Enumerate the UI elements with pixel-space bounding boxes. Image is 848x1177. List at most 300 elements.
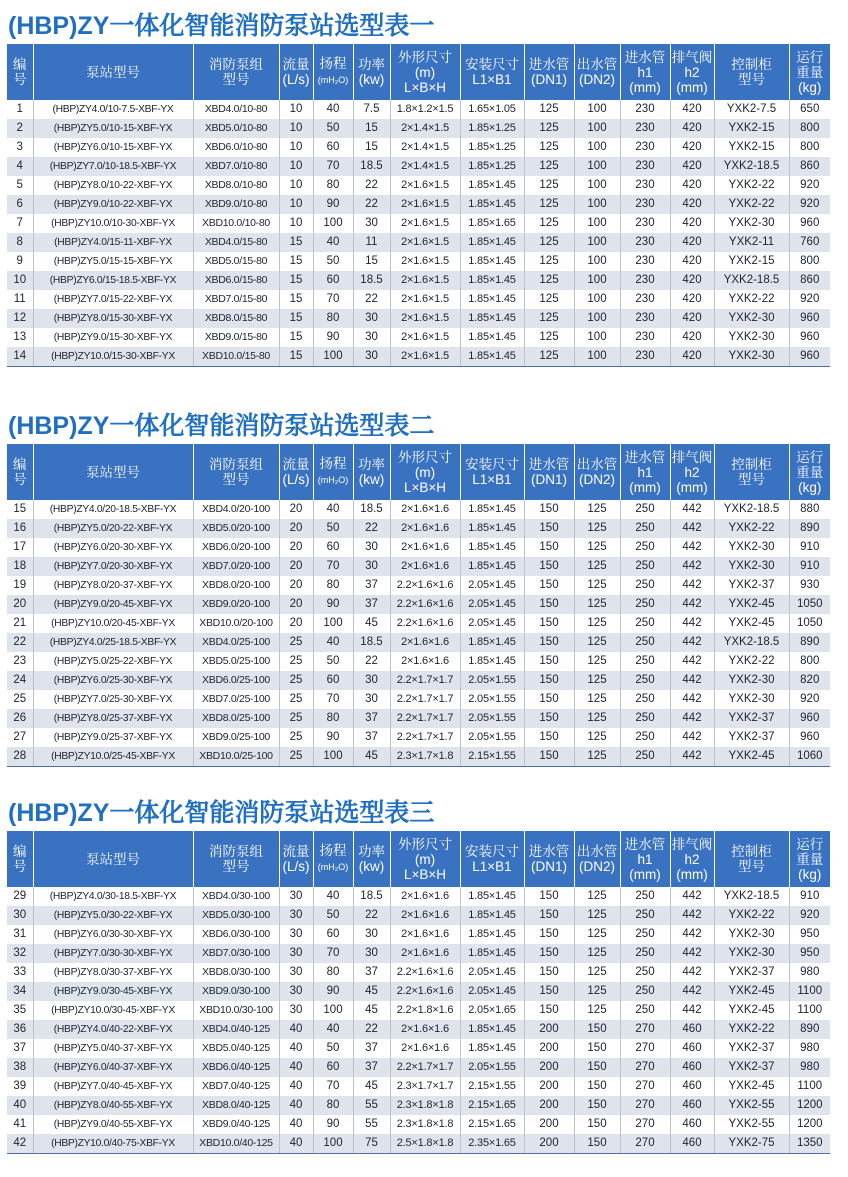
cell-install-size: 2.05×1.45 (460, 982, 524, 1001)
cell-h2: 420 (670, 138, 714, 157)
cell-outlet: 125 (574, 747, 620, 767)
table-row (7, 709, 830, 728)
cell-flow: 20 (279, 519, 313, 538)
cell-flow: 15 (279, 328, 313, 347)
cell-h2: 420 (670, 328, 714, 347)
cell-weight: 960 (789, 709, 830, 728)
cell-flow: 40 (279, 1077, 313, 1096)
cell-num: 7 (7, 214, 33, 233)
cell-model: (HBP)ZY8.0/10-22-XBF-YX (33, 176, 193, 195)
cell-h1: 230 (620, 328, 670, 347)
cell-inlet: 125 (524, 138, 574, 157)
cell-inlet: 125 (524, 347, 574, 367)
cell-pump: XBD10.0/40-125 (193, 1134, 279, 1154)
table-row (7, 538, 830, 557)
cell-control-cabinet: YXK2-22 (714, 652, 789, 671)
cell-dimensions: 2×1.6×1.5 (390, 347, 460, 367)
cell-h2: 442 (670, 1001, 714, 1020)
cell-control-cabinet: YXK2-22 (714, 519, 789, 538)
cell-install-size: 1.85×1.45 (460, 233, 524, 252)
cell-control-cabinet: YXK2-15 (714, 138, 789, 157)
cell-h2: 420 (670, 252, 714, 271)
table-row (7, 309, 830, 328)
cell-model: (HBP)ZY10.0/20-45-XBF-YX (33, 614, 193, 633)
cell-h1: 250 (620, 557, 670, 576)
table-header-row (7, 444, 830, 500)
cell-model: (HBP)ZY6.0/40-37-XBF-YX (33, 1058, 193, 1077)
cell-num: 25 (7, 690, 33, 709)
cell-pump: XBD10.0/25-100 (193, 747, 279, 767)
cell-num: 20 (7, 595, 33, 614)
cell-weight: 820 (789, 671, 830, 690)
cell-head: 80 (313, 709, 353, 728)
table-row (7, 652, 830, 671)
cell-head: 50 (313, 652, 353, 671)
cell-inlet: 150 (524, 925, 574, 944)
cell-model: (HBP)ZY10.0/10-30-XBF-YX (33, 214, 193, 233)
cell-install-size: 1.85×1.25 (460, 157, 524, 176)
cell-inlet: 150 (524, 652, 574, 671)
cell-model: (HBP)ZY6.0/25-30-XBF-YX (33, 671, 193, 690)
table-row (7, 963, 830, 982)
cell-weight: 800 (789, 652, 830, 671)
cell-inlet: 150 (524, 671, 574, 690)
table-row (7, 519, 830, 538)
cell-dimensions: 2.2×1.6×1.6 (390, 595, 460, 614)
cell-model: (HBP)ZY8.0/20-37-XBF-YX (33, 576, 193, 595)
col-header-weight: 运行 重量 (kg) (789, 444, 830, 500)
cell-num: 14 (7, 347, 33, 367)
table-header-row (7, 44, 830, 100)
cell-install-size: 2.15×1.65 (460, 1115, 524, 1134)
table-row (7, 252, 830, 271)
cell-weight: 920 (789, 906, 830, 925)
cell-model: (HBP)ZY4.0/25-18.5-XBF-YX (33, 633, 193, 652)
table-row (7, 233, 830, 252)
cell-h2: 442 (670, 728, 714, 747)
cell-num: 39 (7, 1077, 33, 1096)
cell-flow: 30 (279, 1001, 313, 1020)
cell-head: 80 (313, 176, 353, 195)
cell-model: (HBP)ZY8.0/40-55-XBF-YX (33, 1096, 193, 1115)
cell-num: 30 (7, 906, 33, 925)
cell-install-size: 2.05×1.65 (460, 1001, 524, 1020)
cell-install-size: 1.85×1.45 (460, 1039, 524, 1058)
cell-flow: 25 (279, 709, 313, 728)
cell-control-cabinet: YXK2-45 (714, 982, 789, 1001)
cell-power: 30 (353, 944, 390, 963)
cell-dimensions: 2.3×1.8×1.8 (390, 1096, 460, 1115)
cell-power: 30 (353, 347, 390, 367)
cell-h2: 420 (670, 176, 714, 195)
cell-head: 40 (313, 500, 353, 519)
cell-pump: XBD6.0/40-125 (193, 1058, 279, 1077)
cell-h1: 270 (620, 1058, 670, 1077)
cell-outlet: 100 (574, 119, 620, 138)
cell-model: (HBP)ZY9.0/30-45-XBF-YX (33, 982, 193, 1001)
cell-power: 22 (353, 195, 390, 214)
table-header-row (7, 831, 830, 887)
cell-outlet: 125 (574, 906, 620, 925)
table-row (7, 328, 830, 347)
cell-weight: 960 (789, 347, 830, 367)
cell-model: (HBP)ZY6.0/10-15-XBF-YX (33, 138, 193, 157)
cell-dimensions: 2.2×1.6×1.6 (390, 614, 460, 633)
cell-weight: 760 (789, 233, 830, 252)
cell-power: 30 (353, 557, 390, 576)
cell-h1: 230 (620, 176, 670, 195)
table-row (7, 138, 830, 157)
cell-outlet: 125 (574, 925, 620, 944)
cell-install-size: 1.85×1.45 (460, 195, 524, 214)
cell-model: (HBP)ZY8.0/15-30-XBF-YX (33, 309, 193, 328)
cell-pump: XBD4.0/30-100 (193, 887, 279, 906)
cell-install-size: 1.85×1.65 (460, 214, 524, 233)
cell-head: 70 (313, 690, 353, 709)
cell-flow: 30 (279, 963, 313, 982)
cell-h1: 250 (620, 982, 670, 1001)
cell-pump: XBD4.0/40-125 (193, 1020, 279, 1039)
cell-flow: 20 (279, 595, 313, 614)
cell-outlet: 150 (574, 1134, 620, 1154)
cell-model: (HBP)ZY4.0/10-7.5-XBF-YX (33, 100, 193, 119)
cell-flow: 25 (279, 671, 313, 690)
cell-inlet: 150 (524, 690, 574, 709)
cell-h1: 250 (620, 887, 670, 906)
cell-h1: 250 (620, 747, 670, 767)
table-row (7, 195, 830, 214)
cell-inlet: 150 (524, 747, 574, 767)
cell-install-size: 2.05×1.45 (460, 595, 524, 614)
cell-dimensions: 2×1.6×1.6 (390, 944, 460, 963)
cell-h2: 460 (670, 1134, 714, 1154)
cell-dimensions: 2×1.6×1.5 (390, 309, 460, 328)
cell-install-size: 1.85×1.25 (460, 119, 524, 138)
col-header-weight: 运行 重量 (kg) (789, 831, 830, 887)
cell-pump: XBD10.0/30-100 (193, 1001, 279, 1020)
cell-num: 38 (7, 1058, 33, 1077)
cell-inlet: 150 (524, 906, 574, 925)
cell-num: 41 (7, 1115, 33, 1134)
cell-num: 36 (7, 1020, 33, 1039)
cell-weight: 890 (789, 633, 830, 652)
cell-outlet: 100 (574, 252, 620, 271)
cell-pump: XBD9.0/10-80 (193, 195, 279, 214)
cell-inlet: 150 (524, 614, 574, 633)
cell-outlet: 125 (574, 614, 620, 633)
table-row (7, 944, 830, 963)
cell-outlet: 100 (574, 271, 620, 290)
cell-model: (HBP)ZY6.0/15-18.5-XBF-YX (33, 271, 193, 290)
cell-weight: 960 (789, 728, 830, 747)
col-header-h1: 进水管 h1 (mm) (620, 444, 670, 500)
cell-weight: 1200 (789, 1096, 830, 1115)
cell-h1: 270 (620, 1134, 670, 1154)
cell-weight: 1100 (789, 1077, 830, 1096)
cell-num: 5 (7, 176, 33, 195)
cell-pump: XBD5.0/25-100 (193, 652, 279, 671)
cell-power: 22 (353, 519, 390, 538)
table-row (7, 690, 830, 709)
cell-control-cabinet: YXK2-30 (714, 557, 789, 576)
col-header-h2: 排气阀 h2 (mm) (670, 444, 714, 500)
cell-outlet: 125 (574, 982, 620, 1001)
cell-head: 50 (313, 906, 353, 925)
cell-install-size: 2.05×1.45 (460, 963, 524, 982)
cell-flow: 15 (279, 347, 313, 367)
cell-outlet: 100 (574, 100, 620, 119)
cell-h1: 250 (620, 709, 670, 728)
cell-install-size: 1.65×1.05 (460, 100, 524, 119)
cell-model: (HBP)ZY6.0/20-30-XBF-YX (33, 538, 193, 557)
cell-model: (HBP)ZY4.0/30-18.5-XBF-YX (33, 887, 193, 906)
cell-weight: 980 (789, 1058, 830, 1077)
cell-inlet: 125 (524, 233, 574, 252)
cell-model: (HBP)ZY10.0/30-45-XBF-YX (33, 1001, 193, 1020)
cell-outlet: 150 (574, 1096, 620, 1115)
cell-dimensions: 2.3×1.7×1.8 (390, 747, 460, 767)
table-row (7, 500, 830, 519)
selection-table (7, 831, 830, 1154)
cell-weight: 890 (789, 1020, 830, 1039)
cell-head: 70 (313, 557, 353, 576)
cell-flow: 15 (279, 309, 313, 328)
cell-outlet: 125 (574, 690, 620, 709)
table-row (7, 290, 830, 309)
cell-h1: 250 (620, 671, 670, 690)
cell-flow: 10 (279, 119, 313, 138)
col-header-h2: 排气阀 h2 (mm) (670, 44, 714, 100)
cell-num: 34 (7, 982, 33, 1001)
cell-pump: XBD5.0/10-80 (193, 119, 279, 138)
cell-model: (HBP)ZY10.0/15-30-XBF-YX (33, 347, 193, 367)
cell-dimensions: 2×1.6×1.6 (390, 1039, 460, 1058)
cell-power: 45 (353, 1077, 390, 1096)
cell-control-cabinet: YXK2-37 (714, 963, 789, 982)
cell-num: 33 (7, 963, 33, 982)
table-title: (HBP)ZY一体化智能消防泵站选型表一 (8, 12, 435, 40)
cell-install-size: 1.85×1.45 (460, 887, 524, 906)
cell-outlet: 125 (574, 500, 620, 519)
cell-install-size: 1.85×1.45 (460, 500, 524, 519)
cell-install-size: 1.85×1.45 (460, 652, 524, 671)
cell-dimensions: 2×1.6×1.6 (390, 538, 460, 557)
cell-outlet: 150 (574, 1077, 620, 1096)
cell-dimensions: 2×1.4×1.5 (390, 138, 460, 157)
cell-power: 11 (353, 233, 390, 252)
cell-control-cabinet: YXK2-18.5 (714, 887, 789, 906)
cell-outlet: 100 (574, 290, 620, 309)
cell-power: 30 (353, 690, 390, 709)
cell-pump: XBD8.0/20-100 (193, 576, 279, 595)
cell-dimensions: 2×1.6×1.5 (390, 271, 460, 290)
cell-h2: 460 (670, 1039, 714, 1058)
cell-control-cabinet: YXK2-15 (714, 252, 789, 271)
cell-h2: 442 (670, 747, 714, 767)
cell-num: 27 (7, 728, 33, 747)
cell-h2: 442 (670, 963, 714, 982)
cell-head: 70 (313, 290, 353, 309)
cell-model: (HBP)ZY7.0/30-30-XBF-YX (33, 944, 193, 963)
col-header-flow: 流量 (L/s) (279, 444, 313, 500)
table-row (7, 747, 830, 767)
cell-pump: XBD7.0/15-80 (193, 290, 279, 309)
cell-power: 37 (353, 963, 390, 982)
cell-dimensions: 2.3×1.8×1.8 (390, 1115, 460, 1134)
cell-weight: 860 (789, 157, 830, 176)
cell-head: 70 (313, 157, 353, 176)
cell-outlet: 100 (574, 233, 620, 252)
col-header-inlet: 进水管 (DN1) (524, 444, 574, 500)
cell-num: 17 (7, 538, 33, 557)
cell-h1: 250 (620, 614, 670, 633)
cell-h1: 250 (620, 519, 670, 538)
cell-h1: 230 (620, 271, 670, 290)
cell-flow: 15 (279, 290, 313, 309)
cell-dimensions: 2.2×1.7×1.7 (390, 690, 460, 709)
cell-weight: 960 (789, 309, 830, 328)
cell-outlet: 150 (574, 1058, 620, 1077)
cell-h1: 250 (620, 944, 670, 963)
table-row (7, 614, 830, 633)
cell-inlet: 150 (524, 576, 574, 595)
cell-model: (HBP)ZY9.0/10-22-XBF-YX (33, 195, 193, 214)
cell-dimensions: 2×1.6×1.5 (390, 176, 460, 195)
cell-weight: 890 (789, 519, 830, 538)
cell-head: 40 (313, 1020, 353, 1039)
col-header-power: 功率 (kw) (353, 831, 390, 887)
cell-power: 30 (353, 309, 390, 328)
cell-control-cabinet: YXK2-30 (714, 214, 789, 233)
cell-pump: XBD4.0/25-100 (193, 633, 279, 652)
cell-control-cabinet: YXK2-18.5 (714, 157, 789, 176)
cell-outlet: 125 (574, 557, 620, 576)
table-row (7, 271, 830, 290)
table-row (7, 100, 830, 119)
cell-model: (HBP)ZY5.0/40-37-XBF-YX (33, 1039, 193, 1058)
cell-model: (HBP)ZY7.0/10-18.5-XBF-YX (33, 157, 193, 176)
cell-num: 13 (7, 328, 33, 347)
cell-flow: 25 (279, 747, 313, 767)
cell-pump: XBD10.0/15-80 (193, 347, 279, 367)
cell-inlet: 125 (524, 328, 574, 347)
cell-num: 9 (7, 252, 33, 271)
table-title: (HBP)ZY一体化智能消防泵站选型表三 (8, 799, 435, 827)
cell-weight: 960 (789, 328, 830, 347)
cell-h1: 250 (620, 595, 670, 614)
cell-install-size: 1.85×1.45 (460, 906, 524, 925)
cell-h2: 442 (670, 690, 714, 709)
cell-dimensions: 2×1.6×1.5 (390, 214, 460, 233)
cell-weight: 800 (789, 119, 830, 138)
cell-flow: 30 (279, 906, 313, 925)
cell-num: 23 (7, 652, 33, 671)
cell-h2: 420 (670, 290, 714, 309)
cell-dimensions: 2.5×1.8×1.8 (390, 1134, 460, 1154)
cell-power: 55 (353, 1115, 390, 1134)
cell-num: 24 (7, 671, 33, 690)
cell-pump: XBD5.0/40-125 (193, 1039, 279, 1058)
cell-weight: 860 (789, 271, 830, 290)
cell-power: 22 (353, 1020, 390, 1039)
cell-h2: 460 (670, 1020, 714, 1039)
cell-dimensions: 2×1.6×1.6 (390, 557, 460, 576)
col-header-h1: 进水管 h1 (mm) (620, 831, 670, 887)
cell-num: 15 (7, 500, 33, 519)
cell-num: 42 (7, 1134, 33, 1154)
cell-flow: 40 (279, 1039, 313, 1058)
cell-inlet: 150 (524, 963, 574, 982)
cell-control-cabinet: YXK2-45 (714, 1001, 789, 1020)
cell-install-size: 2.35×1.65 (460, 1134, 524, 1154)
cell-weight: 950 (789, 944, 830, 963)
cell-num: 29 (7, 887, 33, 906)
cell-outlet: 125 (574, 944, 620, 963)
cell-head: 80 (313, 309, 353, 328)
cell-power: 18.5 (353, 157, 390, 176)
cell-head: 80 (313, 1096, 353, 1115)
cell-weight: 1060 (789, 747, 830, 767)
cell-install-size: 1.85×1.45 (460, 633, 524, 652)
table-row (7, 595, 830, 614)
cell-dimensions: 2.2×1.7×1.7 (390, 1058, 460, 1077)
cell-pump: XBD8.0/25-100 (193, 709, 279, 728)
cell-h2: 442 (670, 576, 714, 595)
col-header-pump: 消防泵组 型号 (193, 831, 279, 887)
cell-flow: 10 (279, 100, 313, 119)
cell-h2: 420 (670, 309, 714, 328)
cell-weight: 910 (789, 557, 830, 576)
cell-pump: XBD6.0/15-80 (193, 271, 279, 290)
cell-pump: XBD8.0/15-80 (193, 309, 279, 328)
cell-control-cabinet: YXK2-30 (714, 538, 789, 557)
cell-inlet: 150 (524, 557, 574, 576)
cell-h1: 270 (620, 1039, 670, 1058)
cell-h2: 420 (670, 214, 714, 233)
cell-model: (HBP)ZY9.0/25-37-XBF-YX (33, 728, 193, 747)
cell-dimensions: 2×1.6×1.5 (390, 195, 460, 214)
selection-table (7, 444, 830, 767)
cell-inlet: 200 (524, 1039, 574, 1058)
cell-weight: 910 (789, 887, 830, 906)
cell-head: 60 (313, 538, 353, 557)
cell-pump: XBD7.0/25-100 (193, 690, 279, 709)
cell-num: 4 (7, 157, 33, 176)
cell-control-cabinet: YXK2-37 (714, 1039, 789, 1058)
cell-weight: 930 (789, 576, 830, 595)
cell-flow: 15 (279, 233, 313, 252)
cell-flow: 30 (279, 887, 313, 906)
cell-head: 40 (313, 233, 353, 252)
cell-pump: XBD9.0/30-100 (193, 982, 279, 1001)
cell-outlet: 100 (574, 195, 620, 214)
cell-install-size: 2.15×1.65 (460, 1096, 524, 1115)
cell-model: (HBP)ZY9.0/15-30-XBF-YX (33, 328, 193, 347)
cell-install-size: 2.05×1.55 (460, 690, 524, 709)
cell-h1: 230 (620, 119, 670, 138)
cell-model: (HBP)ZY7.0/25-30-XBF-YX (33, 690, 193, 709)
cell-inlet: 125 (524, 271, 574, 290)
cell-power: 37 (353, 1058, 390, 1077)
cell-control-cabinet: YXK2-22 (714, 1020, 789, 1039)
cell-dimensions: 2×1.6×1.5 (390, 290, 460, 309)
cell-outlet: 100 (574, 328, 620, 347)
cell-num: 6 (7, 195, 33, 214)
cell-outlet: 125 (574, 963, 620, 982)
cell-install-size: 1.85×1.45 (460, 328, 524, 347)
table-row (7, 1001, 830, 1020)
cell-outlet: 100 (574, 176, 620, 195)
